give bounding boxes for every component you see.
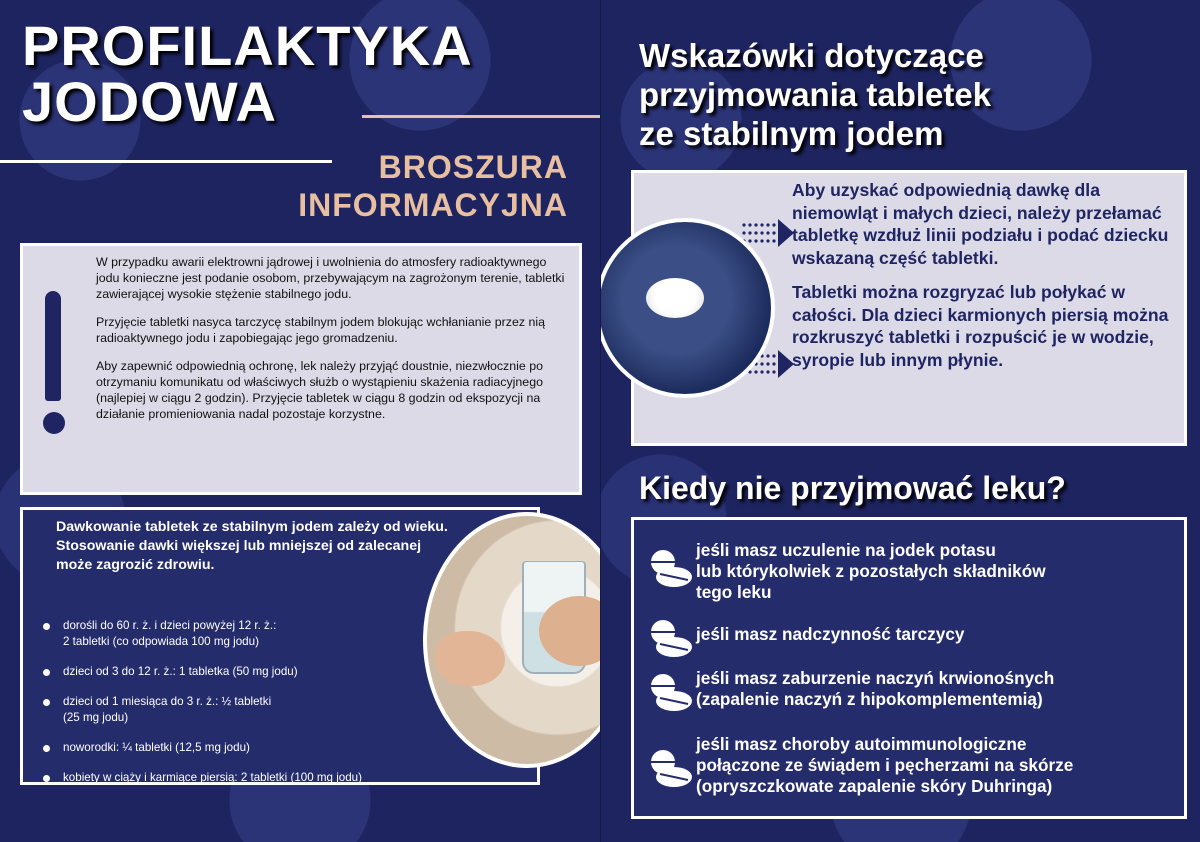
subtitle-line-1: BROSZURA [378,149,568,185]
tips-title-line: ze stabilnym jodem [639,115,944,152]
title-line-1: PROFILAKTYKA [22,14,473,77]
info-paragraph: Aby zapewnić odpowiednią ochronę, lek należy przyjąć doustnie, niezwłocznie po otrzymaniu komunikatu od właściwych służb o wystąpieniu skażenia radiacyjnego (najlepiej w ciągu 2 godzin). Przyjęcie tabletek w ciągu 8 godzin od ekspozycji na działanie promieniowania nadal pozostaje korzystne. [96,359,544,421]
divider-peach [362,115,600,118]
info-text [96,254,566,434]
bullet-icon [43,745,50,752]
bullet-icon [43,669,50,676]
contraindication-text: jeśli masz uczulenie na jodek potasu lub którykolwiek z pozostałych składników tego leku [696,540,1046,602]
list-item [37,694,457,726]
dosage-intro [56,518,456,575]
tablet-shape [646,278,704,318]
pills-icon [648,672,694,712]
info-paragraph: W przypadku awarii elektrowni jądrowej i uwolnienia do atmosfery radioaktywnego jodu konieczne jest podanie osobom, przebywającym na zagrożonym terenie, tabletki zawierającej wysokie stężenie stabilnego jodu. [96,255,565,301]
page-subtitle [298,148,568,224]
tips-text [792,179,1182,383]
tips-title [639,36,991,153]
right-page [600,0,1200,842]
contraindication-text: jeśli masz zaburzenie naczyń krwionośnych (zapalenie naczyń z hipokomplementemią) [696,668,1055,709]
dosage-item-text: dzieci od 1 miesiąca do 3 r. ż.: ½ tabletki (25 mg jodu) [63,695,272,724]
pills-icon [648,748,694,788]
list-item [37,740,457,756]
divider-white [0,160,332,163]
dosage-item-text: noworodki: ¼ tabletki (12,5 mg jodu) [63,741,250,754]
tips-title-line: przyjmowania tabletek [639,76,992,113]
list-item [37,770,457,786]
contraindication-text: jeśli masz nadczynność tarczycy [696,624,965,644]
dosage-item-text: dorośli do 60 r. ż. i dzieci powyżej 12 r. ż.: 2 tabletki (co odpowiada 100 mg jodu) [63,619,277,648]
bullet-icon [43,699,50,706]
contraindications-title: Kiedy nie przyjmować leku? [639,470,1066,506]
subtitle-line-2: INFORMACYJNA [298,187,568,223]
dosage-intro-line: Dawkowanie tabletek ze stabilnym jodem zależy od wieku. [56,519,448,535]
title-line-2: JODOWA [22,70,277,133]
hand-shape [435,631,505,686]
tip-paragraph: Tabletki można rozgryzać lub połykać w całości. Dla dzieci karmionych piersią można rozkruszyć tabletki i rozpuścić je w wodzie, syropie lub innym płynie. [792,282,1169,370]
dosage-item-text: kobiety w ciąży i karmiące piersią: 2 tabletki (100 mg jodu) [63,771,362,784]
info-panel [20,243,582,495]
contraindication-text: jeśli masz choroby autoimmunologiczne połączone ze świądem i pęcherzami na skórze (opryszczkowate zapalenie skóry Duhringa) [696,734,1074,796]
list-item [37,664,457,680]
dosage-list [37,618,457,786]
pill-photo [600,218,775,398]
contraindications-panel [631,517,1187,819]
tip-paragraph: Aby uzyskać odpowiednią dawkę dla niemowląt i małych dzieci, należy przełamać tabletkę wzdłuż linii podziału i podać dziecku wskazaną część tabletki. [792,180,1169,268]
dosage-intro-line: Stosowanie dawki większej lub mniejszej od zalecanej może zagrozić zdrowiu. [56,538,422,573]
tips-title-line: Wskazówki dotyczące [639,37,984,74]
pills-icon [648,548,694,588]
bullet-icon [43,775,50,782]
dosage-item-text: dzieci od 3 do 12 r. ż.: 1 tabletka (50 mg jodu) [63,665,298,678]
list-item [37,618,457,650]
pills-icon [648,618,694,658]
info-paragraph: Przyjęcie tabletki nasyca tarczycę stabilnym jodem blokując wchłanianie przez nią radioaktywnego jodu i zapobiegając jego gromadzeniu. [96,315,546,345]
page-title [22,14,473,133]
bullet-icon [43,623,50,630]
